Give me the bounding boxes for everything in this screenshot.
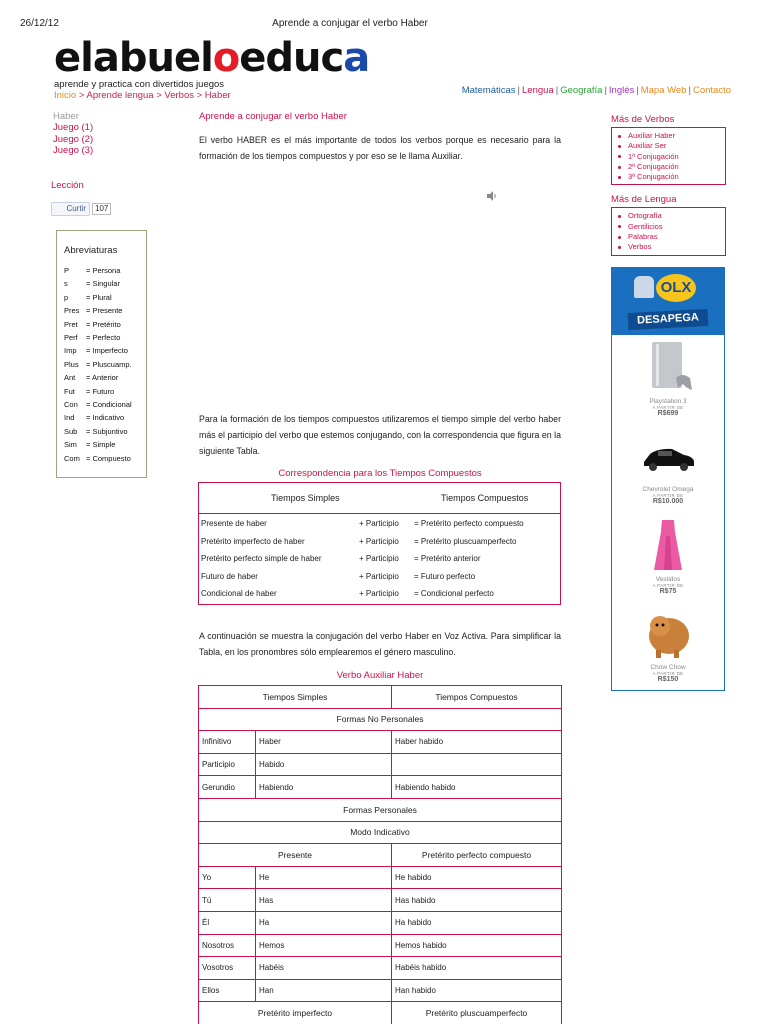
abbreviation-value: = Futuro [86,386,115,396]
olx-advertisement[interactable] [611,267,725,691]
lengua-label: Ortografía [628,211,662,221]
product-name: Vestidos [655,576,681,583]
lengua-link[interactable] [618,222,725,232]
ad-product[interactable] [612,604,724,683]
abbreviation-value: = Presente [86,306,123,316]
table-row [199,1002,562,1024]
game-link-1[interactable]: Juego (1) [53,122,94,133]
abbreviation-value: = Pluscuamp. [86,359,132,369]
table-cell: Ha habido [392,911,562,934]
ad-product[interactable] [612,338,724,417]
product-price: R$75 [659,588,677,595]
speaker-icon[interactable] [486,190,498,202]
participle-label: + Participio [359,519,399,528]
verb-conjugation-table [198,685,562,1024]
compound-tense: = Pretérito pluscuamperfecto [414,536,517,546]
logo-text-part: o [212,35,240,81]
lengua-label: Gentilicios [628,221,663,231]
nav-matematicas[interactable]: Matemáticas [461,85,516,96]
table-cell: Han [256,979,392,1002]
table-row [199,708,562,731]
abbreviation-key: Plus [64,359,79,369]
abbreviation-row [64,358,146,371]
breadcrumb [54,90,231,101]
table-cell: Participio [199,753,256,776]
participle-label: + Participio [359,536,399,546]
nav-contacto[interactable]: Contacto [692,85,731,96]
dog-icon [638,604,698,662]
table-cell: He [256,866,392,889]
composition-paragraph: Para la formación de los tiempos compuestos utilizaremos el tiempo simple del verbo haber más el participio del verbo que estemos conjugando, con la correspondencia que figura en la siguiente Tabla. [199,414,561,456]
abbreviation-row [64,344,146,357]
table-cell: Infinitivo [199,731,256,754]
verb-table-title: Verbo Auxiliar Haber [336,670,424,681]
section-header: Modo Indicativo [199,821,562,844]
table-row [201,554,559,566]
table-cell: Haber habido [392,731,562,754]
table-cell: Ha [256,911,392,934]
abbreviation-value: = Simple [86,440,116,450]
conjugation-intro-paragraph: A continuación se muestra la conjugación del verbo Haber en Voz Activa. Para simplificar la Tabla, en los pronombres sólo emplearemos el género masculino. [199,631,561,657]
site-logo[interactable] [54,35,370,81]
abbreviation-row [64,371,146,384]
abbreviation-value: = Anterior [86,373,119,383]
nav-separator: | [604,85,607,96]
mas-verbos-title: Más de Verbos [611,114,675,125]
ad-banner [612,268,724,335]
table-cell: Vosotros [199,957,256,980]
compound-tense: = Pretérito anterior [414,554,481,564]
lengua-link[interactable] [618,242,725,252]
intro-paragraph: El verbo HABER es el más importante de todos los verbos porque es necesario para la formación de los tiempos compuestos y por eso se le llama Auxiliar. [199,135,561,161]
game-link-3[interactable]: Juego (3) [53,145,94,156]
table-cell: Habéis [256,957,392,980]
print-title: Aprende a conjugar el verbo Haber [272,18,428,29]
table-cell [392,753,562,776]
simple-tense: Presente de haber [201,519,267,528]
lengua-label: Palabras [628,232,658,242]
table-cell: Habéis habido [392,957,562,980]
compound-tense: = Condicional perfecto [414,589,494,599]
verbo-link[interactable] [618,172,725,182]
tense-header: Presente [199,844,392,867]
left-sidebar [53,111,153,157]
product-price: R$10.000 [652,498,684,505]
product-name: Playstation 3 [649,398,687,405]
compound-tense: = Pretérito perfecto compuesto [414,519,524,528]
table-cell: Hemos [256,934,392,957]
abbreviation-row [64,385,146,398]
section-header: Formas No Personales [199,708,562,731]
logo-text-part: elabuel [54,35,213,81]
abbreviation-value: = Indicativo [86,413,125,423]
lengua-link[interactable] [618,211,725,221]
current-verb-label: Haber [53,111,79,122]
table-cell: Nosotros [199,934,256,957]
section-header: Formas Personales [199,798,562,821]
mascot-icon [634,276,654,298]
ad-slogan: DESAPEGA [628,309,709,330]
abbreviation-key: s [64,279,68,289]
correspondence-table [198,482,561,605]
product-price: R$150 [657,676,679,683]
mas-lengua-title: Más de Lengua [611,194,677,206]
table-cell: Gerundio [199,776,256,799]
abbreviation-key: Fut [64,386,75,396]
table-header: Tiempos Compuestos [392,686,562,709]
table-row [199,686,562,709]
product-from-label: A PARTIR DE [652,493,684,498]
abbreviation-key: Ind [64,413,75,423]
print-date: 26/12/12 [20,18,59,29]
ad-product[interactable] [612,516,724,595]
abbreviation-key: Con [64,400,78,410]
abbreviation-value: = Perfecto [86,333,121,343]
page-title: Aprende a conjugar el verbo Haber [199,111,347,122]
playstation-icon [638,338,698,396]
bullet-icon [618,225,621,228]
table-row [201,537,559,549]
nav-separator: | [636,85,639,96]
table-row [201,572,559,584]
leccion-link[interactable]: Lección [51,180,84,191]
logo-text-part: a [343,35,370,81]
dress-icon [638,516,698,574]
table-row [201,519,559,531]
abbreviations-title: Abreviaturas [64,245,118,256]
table-row [199,889,562,912]
abbreviation-row [64,331,146,344]
table-row [199,753,562,776]
table-cell: Haber [256,731,392,754]
verbo-label: Auxiliar Haber [628,131,676,140]
game-link-2[interactable]: Juego (2) [53,133,94,145]
verbo-label: 3ª Conjugación [628,172,679,182]
car-icon [638,428,698,484]
abbreviation-key: Sim [64,440,77,450]
table-header: Tiempos Simples [271,493,340,503]
abbreviation-row [64,438,146,451]
table-row [199,957,562,980]
logo-text-part: educ [239,35,344,81]
lengua-link[interactable] [618,232,725,242]
abbreviation-value: = Persona [86,266,121,275]
verbo-link[interactable] [618,152,725,162]
verbo-label: 1ª Conjugación [628,151,679,161]
compound-tense: = Futuro perfecto [414,571,476,581]
product-price: R$699 [657,410,679,417]
bullet-icon [618,215,621,218]
olx-logo: OLX [656,274,696,302]
table-cell: Tú [199,889,256,912]
participle-label: + Participio [359,571,399,581]
bullet-icon [618,135,621,138]
bullet-icon [618,176,621,179]
verbo-label: 2ª Conjugación [628,161,679,171]
abbreviation-key: Com [64,453,80,463]
table-cell: Él [199,911,256,934]
table-cell: Has habido [392,889,562,912]
table-row [201,589,559,601]
product-from-label: A PARTIR DE [652,671,684,676]
product-from-label: A PARTIR DE [652,583,684,588]
abbreviation-value: = Subjuntivo [86,426,128,436]
simple-tense: Pretérito imperfecto de haber [201,536,305,546]
abbreviation-value: = Pretérito [86,319,121,329]
abbreviation-key: Pres [64,306,80,316]
abbreviation-row [64,264,146,277]
abbreviation-value: = Imperfecto [86,346,128,356]
tense-header: Pretérito perfecto compuesto [392,844,562,867]
table-row [199,821,562,844]
nav-geografia[interactable]: Geografía [560,85,603,96]
bullet-icon [618,155,621,158]
nav-ingles[interactable]: Inglés [608,85,635,96]
simple-tense: Pretérito perfecto simple de haber [201,554,322,564]
like-label: Curtir [66,204,86,213]
abbreviations-box [56,230,147,478]
tense-header: Pretérito pluscuamperfecto [392,1002,562,1024]
table-cell: Hemos habido [392,934,562,957]
table-row [199,934,562,957]
table-cell: Yo [199,866,256,889]
bullet-icon [618,145,621,148]
participle-label: + Participio [359,589,399,599]
table-row [199,731,562,754]
table-row [199,798,562,821]
nav-separator: | [517,85,521,96]
bullet-icon [618,236,621,239]
mas-verbos-list [611,127,726,185]
table-cell: He habido [392,866,562,889]
verbo-link[interactable] [618,131,725,141]
abbreviation-row [64,425,146,438]
simple-tense: Futuro de haber [201,571,258,581]
site-tagline: aprende y practica con divertidos juegos [54,79,225,90]
main-content [199,111,561,164]
table-header: Tiempos Compuestos [441,493,529,503]
nav-lengua[interactable]: Lengua [522,85,554,96]
verbo-link[interactable] [618,162,725,172]
abbreviation-row [64,318,146,331]
top-nav [462,85,731,96]
abbreviation-row [64,291,146,304]
abbreviation-value: = Plural [86,292,112,302]
bullet-icon [618,166,621,169]
bullet-icon [618,246,621,249]
table-row [199,911,562,934]
product-name: Chow Chow [650,664,686,671]
like-button[interactable] [51,202,90,216]
abbreviation-key: Perf [64,333,78,343]
breadcrumb-home-link[interactable]: Inicio [54,90,77,101]
abbreviation-row [64,411,146,424]
abbreviation-row [64,304,146,317]
table-cell: Habiendo habido [392,776,562,799]
verbo-link[interactable] [618,141,725,151]
participle-label: + Participio [359,554,399,564]
table-row [199,979,562,1002]
product-name: Chevrolet Omega [642,486,694,493]
breadcrumb-path[interactable]: > Aprende lengua > Verbos > Haber [76,90,231,101]
lengua-label: Verbos [628,242,652,252]
table-cell: Ellos [199,979,256,1002]
abbreviation-row [64,452,146,465]
product-from-label: A PARTIR DE [652,405,684,410]
abbreviation-value: = Condicional [86,400,132,410]
ad-product[interactable] [612,428,724,505]
print-header [0,18,768,32]
table-cell: Han habido [392,979,562,1002]
verbo-label: Auxiliar Ser [628,141,667,151]
abbreviation-value: = Compuesto [86,453,131,463]
nav-separator: | [555,85,559,96]
table-row [199,776,562,799]
nav-mapa-web[interactable]: Mapa Web [640,85,687,96]
abbreviation-key: Pret [64,319,78,329]
table-header: Tiempos Simples [199,686,392,709]
table-row [199,844,562,867]
like-count: 107 [92,203,111,215]
simple-tense: Condicional de haber [201,589,277,599]
right-sidebar [611,114,726,256]
nav-separator: | [688,85,691,96]
abbreviation-row [64,277,146,290]
table-row [199,866,562,889]
abbreviation-key: P [64,266,70,275]
abbreviation-key: Ant [64,373,76,383]
table-cell: Habiendo [256,776,392,799]
abbreviation-key: Sub [64,426,78,436]
abbreviation-key: p [64,292,69,302]
table-cell: Habido [256,753,392,776]
correspondence-title: Correspondencia para los Tiempos Compuestos [278,468,482,479]
tense-header: Pretérito imperfecto [199,1002,392,1024]
abbreviation-key: Imp [64,346,77,356]
abbreviation-value: = Singular [86,279,120,289]
table-cell: Has [256,889,392,912]
abbreviation-row [64,398,146,411]
mas-lengua-list [611,207,726,255]
